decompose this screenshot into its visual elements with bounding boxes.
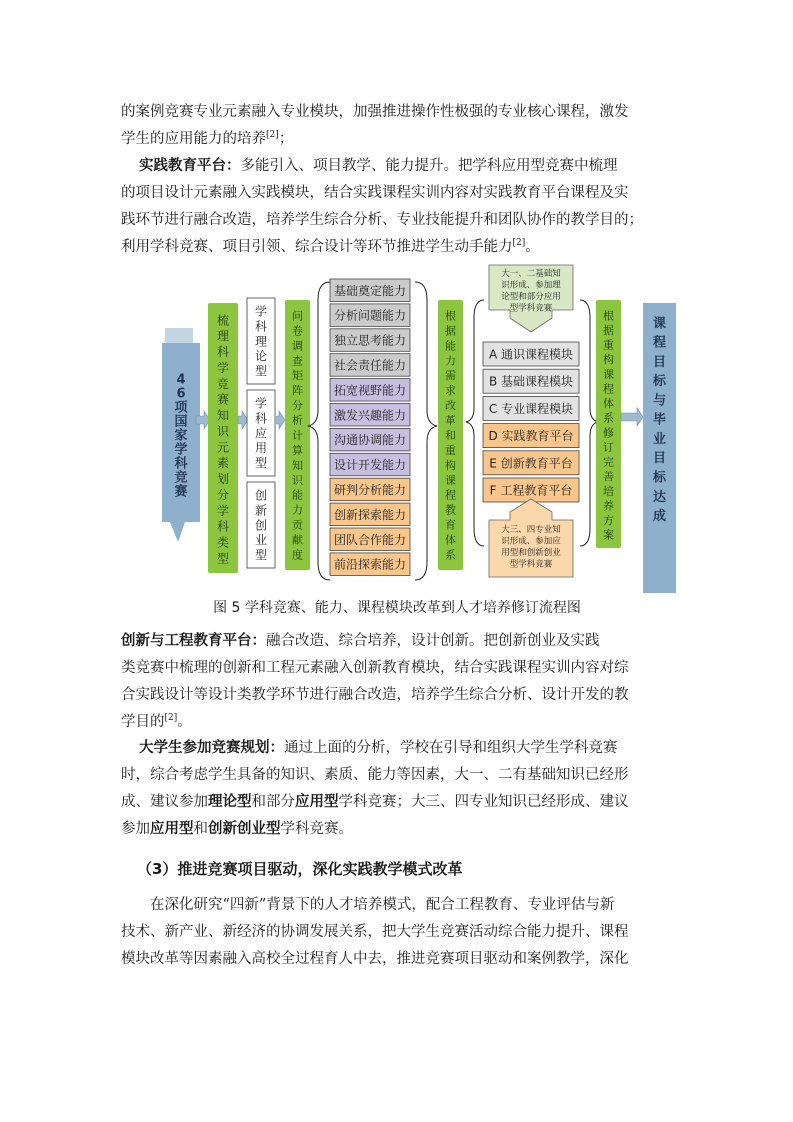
- module-label: A 通识课程模块: [488, 347, 574, 362]
- column-1-label: 理: [216, 329, 230, 344]
- note-bottom-line: 型学科竞赛: [509, 559, 553, 570]
- column-3-label: 查: [292, 354, 303, 368]
- abilities-brace-right: [415, 282, 437, 580]
- column-5-label: 和: [445, 428, 456, 442]
- end-block-label: 业: [652, 431, 667, 447]
- column-1-label: 梳: [216, 313, 230, 328]
- start-block-label: 6: [176, 386, 186, 402]
- abilities-brace-left: [308, 282, 330, 580]
- column-1-label: 分: [216, 487, 230, 502]
- column-7-label: 培: [603, 484, 614, 498]
- figure-caption: 图 5 学科竞赛、能力、课程模块改革到人才培养修订流程图: [213, 600, 581, 616]
- paragraph-innovation-platform: 创新与工程教育平台：融合改造、综合培养，设计创新。把创新创业及实践 类竞赛中梳理的创新和工程元素融入创新教育模块，结合实践课程实训内容对综 合实践设计等设计类教学环节进行融合改造，培养学生综合分析、设计开发的教 学目的[2]。: [121, 633, 629, 730]
- start-block-label: 赛: [174, 484, 188, 500]
- column-1-label: 科: [216, 519, 230, 534]
- type-label: 论: [254, 349, 268, 364]
- column-5-label: 根: [445, 309, 456, 323]
- modules-brace-right: [580, 300, 598, 546]
- column-7-label: 订: [603, 440, 614, 454]
- start-block-label: 项: [174, 400, 188, 416]
- ability-label: 创新探索能力: [333, 507, 407, 522]
- column-3-label: 卷: [292, 324, 303, 338]
- column-7-label: 修: [603, 426, 614, 440]
- column-3-label: 贡: [292, 518, 303, 532]
- column-1-label: 元: [216, 440, 230, 455]
- end-block-label: 课: [652, 316, 667, 332]
- column-5-label: 教: [445, 503, 456, 517]
- column-1-label: 划: [216, 472, 230, 487]
- type-label: 型: [254, 547, 268, 562]
- ability-label: 团队合作能力: [333, 532, 407, 547]
- module-label: F 工程教育平台: [489, 483, 573, 498]
- end-block-label: 成: [652, 509, 667, 525]
- column-3-label: 算: [292, 443, 303, 457]
- column-5-label: 系: [445, 548, 456, 562]
- note-bottom-line: 识形成、参加应: [501, 536, 561, 547]
- start-block-label: 家: [174, 428, 188, 444]
- column-5-label: 据: [445, 324, 456, 338]
- start-block-label: 国: [174, 414, 188, 430]
- column-7-label: 善: [603, 470, 614, 484]
- ability-label: 前沿探索能力: [333, 557, 407, 572]
- type-label: 学: [254, 304, 268, 319]
- type-label: 学: [254, 396, 268, 411]
- note-top-line: 识形成、参加理: [501, 280, 561, 291]
- column-1-label: 知: [216, 408, 230, 423]
- type-label: 用: [254, 441, 268, 456]
- note-bottom-line: 大三、四专业知: [501, 525, 561, 535]
- column-7-label: 方: [603, 514, 614, 528]
- column-7-label: 据: [603, 323, 614, 337]
- column-3-label: 问: [292, 309, 303, 323]
- ability-label: 沟通协调能力: [333, 433, 407, 448]
- column-3-label: 矩: [292, 369, 303, 383]
- column-7-label: 重: [603, 338, 614, 352]
- type-label: 业: [254, 533, 268, 548]
- column-1-label: 科: [216, 345, 230, 360]
- column-1-label: 学: [216, 503, 230, 518]
- ability-label: 分析问题能力: [333, 308, 407, 323]
- column-7-label: 系: [603, 411, 614, 425]
- column-5-label: 需: [445, 369, 456, 383]
- paragraph-competition-plan: 大学生参加竞赛规划：通过上面的分析，学校在引导和组织大学生学科竞赛 时，综合考虑学生具备的知识、素质、能力等因素，大一、二有基础知识已经形 成、建议参加理论型和部分应用型学科竞赛；大三、四专业知识已经形成、建议 参加应用型和创新创业型学科竞赛。: [121, 740, 629, 837]
- column-5-label: 体: [445, 533, 456, 547]
- column-7-label: 完: [603, 455, 614, 469]
- start-block-label: 竞: [174, 470, 188, 486]
- ability-label: 社会责任能力: [333, 358, 407, 373]
- column-5-label: 育: [445, 518, 456, 532]
- start-block-label: 学: [174, 442, 188, 458]
- column-3-label: 分: [292, 399, 303, 413]
- modules-brace-left: [466, 300, 484, 546]
- column-1-label: 类: [216, 535, 230, 550]
- type-label: 科: [254, 411, 268, 426]
- column-5-label: 构: [445, 458, 456, 472]
- end-block-label: 达: [652, 489, 667, 505]
- type-label: 创: [254, 488, 268, 503]
- arrow-end: [621, 408, 643, 426]
- column-5-label: 力: [445, 354, 456, 368]
- ability-label: 拓宽视野能力: [333, 383, 407, 398]
- column-3-label: 献: [292, 533, 303, 547]
- column-3-label: 知: [292, 458, 303, 472]
- ability-label: 基础奠定能力: [333, 283, 407, 298]
- paragraph-practice-platform: 实践教育平台：多能引入、项目教学、能力提升。把学科应用型竞赛中梳理 的项目设计元素融入实践模块，结合实践课程实训内容对实践教育平台课程及实 践环节进行融合改造，培养学生综合分析、专业技能提升和团队协作的教学目的； 利用学科竞赛、项目引领、综合设计等环节推进学生动手能力[2]。: [121, 158, 643, 255]
- note-top-line: 型学科竞赛: [509, 303, 553, 314]
- column-3-label: 识: [292, 473, 303, 487]
- module-label: E 创新教育平台: [489, 456, 573, 471]
- ability-label: 设计开发能力: [333, 458, 407, 473]
- column-5-label: 改: [445, 399, 456, 413]
- column-3-label: 阵: [292, 384, 303, 398]
- column-7-label: 程: [603, 382, 614, 396]
- end-block-label: 目: [652, 354, 667, 370]
- start-block-label: 科: [174, 456, 188, 472]
- column-1-label: 识: [216, 424, 230, 439]
- ability-label: 研判分析能力: [333, 482, 407, 497]
- module-label: D 实践教育平台: [488, 429, 574, 444]
- module-label: B 基础课程模块: [488, 374, 574, 389]
- ability-label: 独立思考能力: [333, 333, 407, 348]
- column-1-label: 竞: [216, 376, 230, 391]
- end-block-label: 与: [652, 393, 667, 409]
- column-5-label: 能: [445, 339, 456, 353]
- type-label: 型: [254, 455, 268, 470]
- column-5-label: 程: [445, 488, 456, 502]
- paragraph-1: 的案例竞赛专业元素融入专业模块，加强推进操作性极强的专业核心课程，激发 学生的应用能力的培养[2]；: [121, 104, 629, 147]
- column-3-label: 能: [292, 488, 303, 502]
- column-3-label: 析: [292, 414, 303, 428]
- column-7-label: 根: [603, 309, 614, 323]
- column-1-label: 型: [216, 551, 230, 566]
- column-3-label: 力: [292, 503, 303, 517]
- type-label: 创: [254, 518, 268, 533]
- column-7-label: 体: [603, 397, 614, 411]
- end-block-label: 标: [652, 470, 667, 486]
- type-label: 型: [254, 363, 268, 378]
- column-1-label: 赛: [216, 392, 230, 407]
- column-7-label: 养: [603, 499, 614, 513]
- column-1-label: 素: [216, 456, 230, 471]
- paragraph-5: 在深化研究“四新”背景下的人才培养模式，配合工程教育、专业评估与新 技术、新产业、新经济的协调发展关系，把大学生竞赛活动综合能力提升、课程 模块改革等因素融入高校全过程育人中去，推进竞赛项目驱动和案例教学，深化: [121, 897, 629, 967]
- end-block-label: 程: [652, 335, 667, 351]
- column-5-label: 革: [445, 414, 456, 428]
- note-bottom-line: 用型和创新创业: [501, 548, 561, 558]
- column-5-label: 课: [445, 473, 456, 487]
- column-5-label: 求: [445, 384, 456, 398]
- column-7-label: 案: [603, 528, 614, 542]
- start-block-label: 4: [176, 372, 186, 388]
- column-7-label: 课: [603, 367, 614, 381]
- column-3-label: 度: [292, 548, 303, 562]
- type-label: 科: [254, 319, 268, 334]
- arrow-types: [275, 411, 285, 429]
- type-label: 应: [254, 426, 268, 441]
- arrow-col1: [238, 411, 248, 429]
- end-block-label: 目: [652, 451, 667, 467]
- ability-label: 激发兴趣能力: [333, 408, 407, 423]
- end-block-label: 标: [652, 374, 667, 390]
- type-label: 新: [254, 503, 268, 518]
- section-heading-3: （3）推进竞赛项目驱动，深化实践教学模式改革: [137, 860, 463, 878]
- column-3-label: 计: [292, 428, 303, 442]
- end-block-label: 毕: [652, 412, 667, 428]
- type-label: 理: [254, 334, 268, 349]
- note-top-line: 大一、二基础知: [501, 269, 561, 279]
- column-3-label: 调: [292, 339, 303, 353]
- column-1-label: 学: [216, 360, 230, 375]
- column-7-label: 构: [603, 353, 614, 367]
- note-top-line: 论型和部分应用: [501, 292, 561, 302]
- module-label: C 专业课程模块: [488, 401, 574, 416]
- column-5-label: 重: [445, 443, 456, 457]
